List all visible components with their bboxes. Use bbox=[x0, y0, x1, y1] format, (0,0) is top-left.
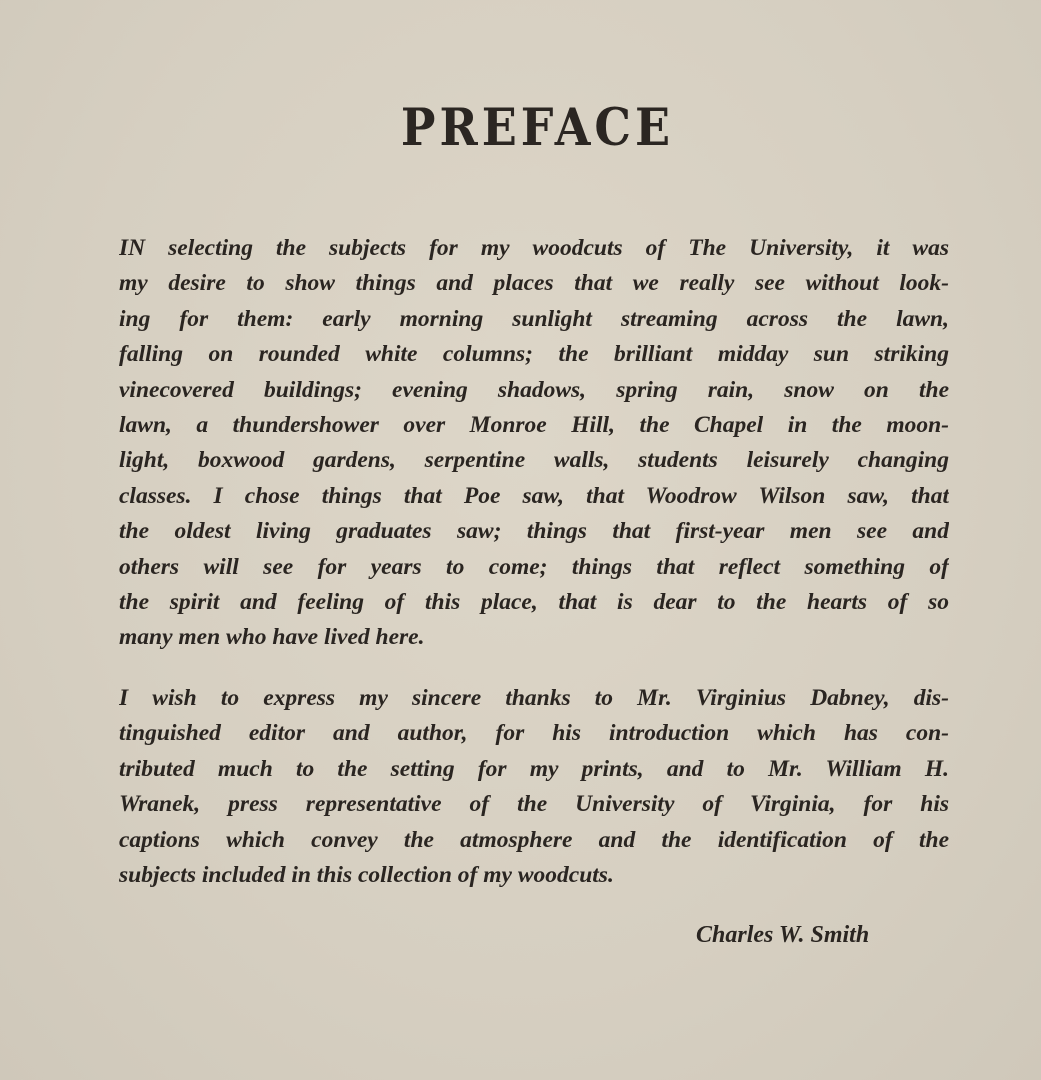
preface-paragraph-1 bbox=[119, 231, 949, 656]
text-line: others will see for years to come; things that reflect something of bbox=[119, 553, 949, 580]
text-line: ing for them: early morning sunlight streaming across the lawn, bbox=[119, 305, 949, 332]
text-line: falling on rounded white columns; the brilliant midday sun striking bbox=[119, 341, 949, 368]
text-line: Wranek, press representative of the University of Virginia, for his bbox=[119, 791, 949, 818]
text-line: light, boxwood gardens, serpentine walls, students leisurely changing bbox=[119, 447, 949, 474]
text-line: tinguished editor and author, for his introduction which has con- bbox=[119, 720, 949, 747]
text-line: the oldest living graduates saw; things that first-year men see and bbox=[119, 518, 949, 545]
preface-paragraph-2 bbox=[119, 681, 949, 893]
text-line: IN selecting the subjects for my woodcuts of The University, it was bbox=[119, 235, 949, 261]
text-line: my desire to show things and places that we really see without look- bbox=[119, 270, 949, 297]
text-line: the spirit and feeling of this place, that is dear to the hearts of so bbox=[119, 589, 949, 616]
text-line: lawn, a thundershower over Monroe Hill, the Chapel in the moon- bbox=[119, 412, 949, 439]
text-line: I wish to express my sincere thanks to Mr. Virginius Dabney, dis- bbox=[119, 685, 949, 711]
text-line: captions which convey the atmosphere and the identification of the bbox=[119, 826, 949, 853]
text-line: tributed much to the setting for my prints, and to Mr. William H. bbox=[119, 755, 949, 782]
page-title: PREFACE bbox=[400, 96, 675, 158]
text-line: subjects included in this collection of my woodcuts. bbox=[119, 862, 614, 889]
signature: Charles W. Smith bbox=[696, 922, 870, 948]
text-line: many men who have lived here. bbox=[119, 624, 425, 651]
text-line: vinecovered buildings; evening shadows, spring rain, snow on the bbox=[119, 376, 949, 403]
text-line: classes. I chose things that Poe saw, that Woodrow Wilson saw, that bbox=[119, 482, 949, 509]
